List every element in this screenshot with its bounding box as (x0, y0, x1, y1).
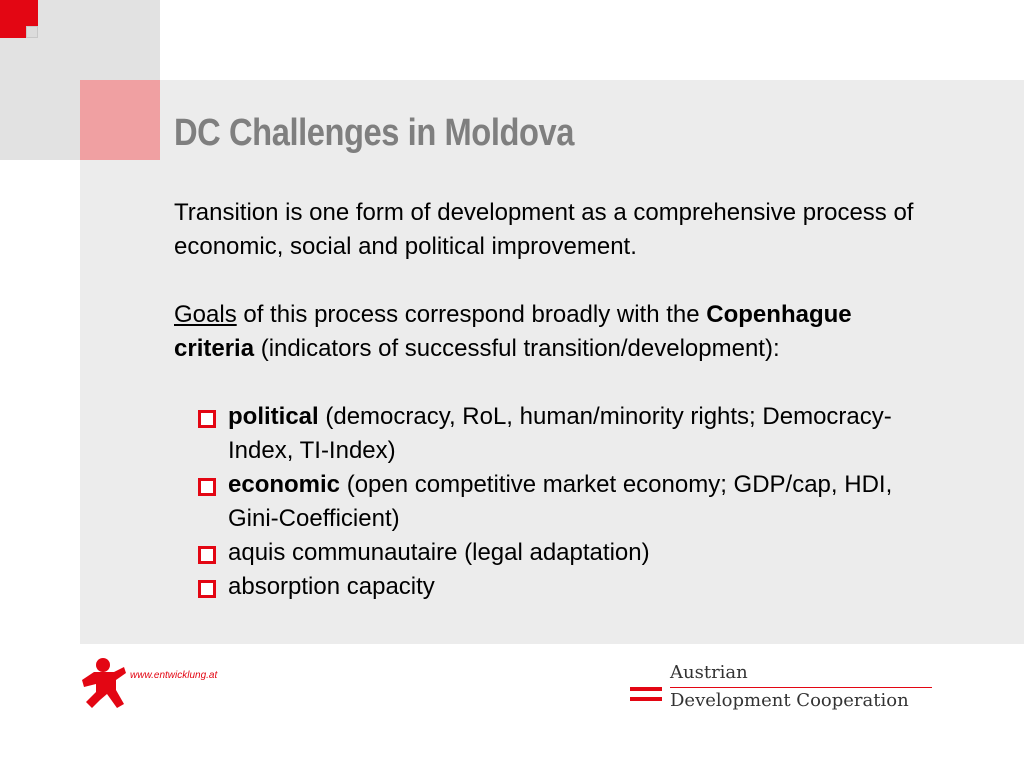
bullet-square-icon (198, 478, 216, 496)
pink-accent-block (80, 80, 160, 160)
bullet-text: aquis communautaire (legal adaptation) (228, 539, 650, 566)
bullet-text: absorption capacity (228, 573, 435, 600)
goals-text-2: (indicators of successful transition/development): (254, 335, 780, 362)
bullet-square-icon (198, 580, 216, 598)
goals-word: Goals (174, 301, 237, 328)
bullet-item (174, 400, 934, 468)
bullet-square-icon (198, 410, 216, 428)
bullet-item (174, 536, 934, 570)
goals-text-1: of this process correspond broadly with the (236, 301, 707, 328)
bullet-item (174, 468, 934, 536)
adc-logo-line2: Development Cooperation (670, 690, 909, 711)
adc-logo-line1: Austrian (670, 662, 748, 683)
slide-body (174, 196, 934, 604)
bullet-text: (open competitive market economy; GDP/cap, HDI, Gini-Coefficient) (228, 471, 893, 532)
bullet-bold: political (228, 403, 319, 430)
bullet-item (174, 570, 934, 604)
intro-paragraph: Transition is one form of development as a comprehensive process of economic, social and political improvement. (174, 199, 914, 260)
bullet-bold: economic (228, 471, 341, 498)
puzzle-figure-icon (80, 656, 220, 712)
slide-title: DC Challenges in Moldova (174, 112, 575, 154)
adc-flag-bar-top (630, 687, 662, 691)
bullet-text: (democracy, RoL, human/minority rights; Democracy-Index, TI-Index) (228, 403, 892, 464)
small-gray-square (26, 26, 38, 38)
website-link[interactable]: www.entwicklung.at (130, 670, 218, 681)
adc-flag-bar-bottom (630, 697, 662, 701)
adc-divider-line (670, 687, 932, 688)
bullet-square-icon (198, 546, 216, 564)
criteria-term: Copenhague criteria (174, 301, 852, 362)
goals-paragraph (174, 298, 934, 366)
